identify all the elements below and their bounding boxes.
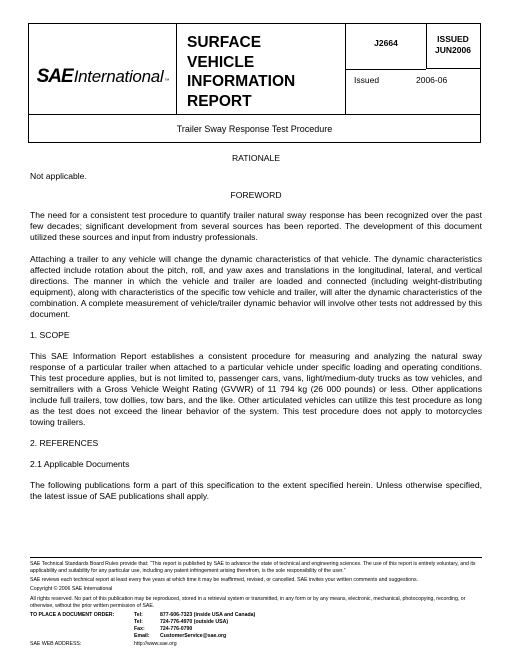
doc-number: J2664: [374, 38, 398, 48]
sae-international-logo: [29, 66, 177, 88]
footer-review: SAE reviews each technical report at least every five years at which time it may be reaffirmed, revised, or cancelled. SAE invites your written comments and suggestions.: [30, 577, 418, 583]
rationale-heading: RATIONALE: [231, 153, 281, 163]
logo-word: International: [73, 67, 164, 86]
foreword-paragraph-1: The need for a consistent test procedure to quantify trailer natural sway response has been recognized over the past few decades; significant development from several sources has been reported. The development of this document utilized these sources and input from industry professionals.: [30, 210, 482, 242]
footer-rules: SAE Technical Standards Board Rules provide that: “This report is published by SAE to advance the state of technical and engineering sciences. The use of this report is entirely voluntary, and its applicability and suitability for any particular use, including any patent infringement arising therefrom, is the sole responsibility of the user.”: [30, 561, 476, 574]
issue-status: ISSUED JUN2006: [435, 34, 471, 55]
rationale-text: Not applicable.: [30, 171, 87, 181]
order-email: CustomerService@sae.org: [160, 633, 227, 639]
logo-brand: SAE: [36, 66, 73, 87]
scope-text: This SAE Information Report establishes a consistent procedure for measuring and analyzing the natural sway response of a particular trailer when attached to a particular vehicle under specific loading and operating conditions. This test procedure applies, but is not limited to, passenger cars, vans, light/medium-duty trucks as tow vehicles, and semitrailers with a Gross Vehicle Weight Rating (GVWR) of 11 794 kg (26 000 pounds) or less. Other applications include full trailers, tow dollies, tow bars, and the like. Other articulated vehicles can utilize this test procedure as long as the test does not exceed the linear behavior of the system. This test procedure does not apply to motorcycles towing trailers.: [30, 351, 482, 427]
references-heading: 2. REFERENCES: [30, 438, 99, 448]
applicable-documents-text: The following publications form a part of this specification to the extent specified herein. Unless otherwise specified, the latest issue of SAE publications shall apply.: [30, 480, 482, 501]
order-label: TO PLACE A DOCUMENT ORDER:: [30, 612, 115, 618]
scope-heading: 1. SCOPE: [30, 330, 70, 340]
footer-rights: All rights reserved. No part of this publication may be reproduced, stored in a retrieval system or transmitted, in any form or by any means, electronic, mechanical, photocopying, recording, or otherwise, without the prior written permission of SAE.: [30, 596, 466, 609]
foreword-heading: FOREWORD: [230, 190, 282, 200]
footer-copyright: Copyright © 2006 SAE International: [30, 586, 113, 592]
document-title: Trailer Sway Response Test Procedure: [28, 114, 481, 143]
foreword-paragraph-2: Attaching a trailer to any vehicle will change the dynamic characteristics of that vehicle. The dynamic characteristics affected include rotation about the pitch, roll, and yaw axes and translations in the longitudinal, lateral, and vertical directions. The manner in which the vehicle and trailer are loaded and connected (including weight-distributing equipment), along with characteristics of the specific tow vehicle and trailer, will alter the dynamic characteristics of the combination. A complete measurement of vehicle/trailer dynamic behavior will involve other tests not addressed by this document.: [30, 254, 482, 319]
issued-date: 2006-06: [416, 75, 448, 85]
order-contacts: TO PLACE A DOCUMENT ORDER: Tel: 877-606-7323 (inside USA and Canada) Tel: 724-776-4970 (outside USA) Fax: 724-776-0790 Email: CustomerService@sae.org: [30, 612, 482, 640]
applicable-documents-heading: 2.1 Applicable Documents: [30, 459, 130, 469]
document-body: [30, 151, 482, 502]
logo-cell: [29, 24, 177, 114]
web-address: SAE WEB ADDRESS: http://www.sae.org: [30, 641, 482, 648]
issued-label: Issued: [354, 75, 380, 85]
web-address-link: http://www.sae.org: [134, 641, 177, 647]
logo-trademark: ™: [164, 78, 170, 84]
footer: [30, 557, 482, 648]
divider: [346, 69, 426, 70]
header-table: [28, 23, 481, 115]
doc-type-title: SURFACE VEHICLE INFORMATION REPORT: [187, 34, 296, 110]
